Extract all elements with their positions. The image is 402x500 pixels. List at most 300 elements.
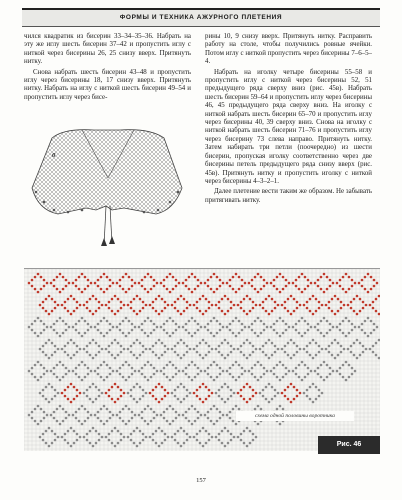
bead	[307, 285, 310, 288]
bead	[158, 445, 161, 448]
bead	[254, 408, 257, 411]
bead	[174, 433, 177, 436]
bead	[270, 370, 273, 373]
bead	[31, 417, 34, 420]
bead	[89, 342, 92, 345]
bead	[76, 307, 79, 310]
bead	[373, 279, 376, 282]
bead	[136, 295, 139, 298]
bead	[86, 351, 89, 354]
bead	[196, 439, 199, 442]
bead	[279, 291, 282, 294]
bead	[76, 301, 79, 304]
bead	[54, 301, 57, 304]
bead	[229, 411, 232, 414]
bead	[318, 307, 321, 310]
bead	[167, 392, 170, 395]
bead	[375, 354, 378, 357]
bead	[45, 298, 48, 301]
bead	[246, 383, 249, 386]
bead	[251, 323, 254, 326]
bead	[169, 379, 172, 382]
bead	[216, 288, 219, 291]
bead	[252, 301, 255, 304]
bead	[281, 392, 284, 395]
bead	[180, 383, 183, 386]
bead	[54, 439, 57, 442]
bead	[31, 323, 34, 326]
bead	[188, 276, 191, 279]
bead	[139, 310, 142, 313]
bead	[54, 389, 57, 392]
bead	[240, 439, 243, 442]
bead	[345, 361, 348, 364]
bead	[51, 430, 54, 433]
right-column	[205, 33, 372, 207]
bead	[84, 332, 87, 335]
bead	[199, 442, 202, 445]
bead	[303, 392, 306, 395]
bead	[152, 351, 155, 354]
bead	[136, 401, 139, 404]
bead	[248, 370, 251, 373]
bead	[68, 282, 71, 285]
bead	[266, 282, 269, 285]
bead	[122, 376, 125, 379]
bead	[350, 307, 353, 310]
bead	[59, 379, 62, 382]
bead	[105, 304, 108, 307]
bead	[56, 376, 59, 379]
bead	[281, 348, 284, 351]
bead	[268, 357, 271, 360]
bead	[125, 291, 128, 294]
bead	[309, 354, 312, 357]
bead	[235, 273, 238, 276]
bead	[108, 351, 111, 354]
bead	[370, 276, 373, 279]
bead	[312, 339, 315, 342]
bead	[90, 326, 93, 329]
bead	[103, 405, 106, 408]
bead	[65, 373, 68, 376]
bead	[149, 304, 152, 307]
bead	[230, 395, 233, 398]
bead	[298, 376, 301, 379]
bead	[340, 301, 343, 304]
bead	[108, 433, 111, 436]
bead	[219, 367, 222, 370]
bead	[205, 354, 208, 357]
bead	[347, 304, 350, 307]
bead	[361, 279, 364, 282]
bead	[34, 408, 37, 411]
bead	[304, 320, 307, 323]
bead	[257, 291, 260, 294]
bead	[94, 282, 97, 285]
bead	[119, 329, 122, 332]
bead	[139, 398, 142, 401]
bead	[354, 370, 357, 373]
bead	[120, 307, 123, 310]
bead	[167, 304, 170, 307]
bead	[227, 386, 230, 389]
bead	[362, 307, 365, 310]
bead	[42, 433, 45, 436]
bead	[235, 423, 238, 426]
bead	[350, 301, 353, 304]
bead	[158, 339, 161, 342]
bead	[89, 386, 92, 389]
bead	[194, 408, 197, 411]
bead	[317, 279, 320, 282]
bead	[169, 361, 172, 364]
bead	[266, 370, 269, 373]
paragraph: Снова набрать шесть бисерин 43–48 и пропустить иглу через бисерины 18, 17 снизу вверх. Притянуть нитку. Набрать на иглу с ниткой шесть бисерин 49–54 и пропустить иглу через бисе-	[24, 68, 191, 101]
bead	[301, 317, 304, 320]
bead	[120, 345, 123, 348]
bead	[301, 335, 304, 338]
bead	[295, 279, 298, 282]
bead	[73, 298, 76, 301]
bead	[186, 351, 189, 354]
bead	[215, 436, 218, 439]
bead	[263, 373, 266, 376]
bead	[318, 389, 321, 392]
bead	[260, 408, 263, 411]
bead	[76, 345, 79, 348]
bead	[334, 339, 337, 342]
bead	[262, 395, 265, 398]
bead	[216, 364, 219, 367]
bead	[40, 376, 43, 379]
bead	[235, 405, 238, 408]
bead	[287, 298, 290, 301]
bead	[153, 323, 156, 326]
bead	[315, 310, 318, 313]
bead	[174, 439, 177, 442]
bead	[251, 279, 254, 282]
bead	[276, 364, 279, 367]
bead	[51, 398, 54, 401]
bead	[296, 301, 299, 304]
bead	[89, 354, 92, 357]
bead	[191, 405, 194, 408]
bead	[119, 285, 122, 288]
bead	[186, 345, 189, 348]
bead	[241, 323, 244, 326]
bead	[254, 276, 257, 279]
bead	[119, 279, 122, 282]
bead	[241, 285, 244, 288]
bead	[39, 304, 42, 307]
bead	[37, 361, 40, 364]
bead	[204, 414, 207, 417]
bead	[290, 401, 293, 404]
bead	[155, 442, 158, 445]
bead	[251, 285, 254, 288]
bead	[237, 304, 240, 307]
bead	[218, 395, 221, 398]
bead	[134, 414, 137, 417]
bead	[130, 389, 133, 392]
bead	[43, 279, 46, 282]
bead	[185, 417, 188, 420]
bead	[175, 373, 178, 376]
bead	[266, 326, 269, 329]
bead	[364, 320, 367, 323]
bead	[232, 420, 235, 423]
bead	[205, 398, 208, 401]
bead	[252, 389, 255, 392]
bead	[138, 414, 141, 417]
bead	[81, 405, 84, 408]
bead	[329, 279, 332, 282]
bead	[43, 329, 46, 332]
bead	[196, 389, 199, 392]
bead	[139, 354, 142, 357]
bead	[186, 389, 189, 392]
bead	[241, 279, 244, 282]
bead	[166, 376, 169, 379]
bead	[224, 383, 227, 386]
bead	[243, 298, 246, 301]
page-number: 157	[196, 477, 206, 484]
bead	[108, 389, 111, 392]
bead	[142, 301, 145, 304]
bead	[53, 367, 56, 370]
bead	[193, 392, 196, 395]
bead	[279, 379, 282, 382]
bead	[315, 386, 318, 389]
bead	[131, 329, 134, 332]
bead	[353, 354, 356, 357]
bead	[65, 285, 68, 288]
bead	[185, 373, 188, 376]
bead	[208, 389, 211, 392]
bead	[43, 373, 46, 376]
bead	[208, 439, 211, 442]
bead	[197, 279, 200, 282]
bead	[103, 273, 106, 276]
bead	[62, 376, 65, 379]
bead	[194, 376, 197, 379]
bead	[175, 367, 178, 370]
bead	[97, 411, 100, 414]
bead	[318, 351, 321, 354]
bead	[62, 332, 65, 335]
bead	[262, 351, 265, 354]
bead	[219, 285, 222, 288]
bead	[46, 326, 49, 329]
bead	[31, 279, 34, 282]
bead	[42, 351, 45, 354]
bead	[340, 307, 343, 310]
bead	[334, 357, 337, 360]
bead	[111, 342, 114, 345]
bead	[94, 326, 97, 329]
bead	[227, 442, 230, 445]
bead	[172, 408, 175, 411]
bead	[189, 436, 192, 439]
bead	[325, 348, 328, 351]
bead	[284, 395, 287, 398]
bead	[84, 320, 87, 323]
bead	[95, 310, 98, 313]
bead	[84, 420, 87, 423]
bead	[285, 279, 288, 282]
bead	[243, 430, 246, 433]
bead	[161, 430, 164, 433]
bead	[62, 288, 65, 291]
bead	[53, 417, 56, 420]
bead	[216, 408, 219, 411]
bead	[127, 348, 130, 351]
bead	[144, 288, 147, 291]
bead	[163, 373, 166, 376]
bead	[134, 282, 137, 285]
bead	[326, 320, 329, 323]
bead	[109, 367, 112, 370]
bead	[298, 364, 301, 367]
bead	[199, 398, 202, 401]
bead	[150, 364, 153, 367]
bead	[312, 313, 315, 316]
bead	[232, 332, 235, 335]
bead	[81, 317, 84, 320]
bead	[255, 392, 258, 395]
bead	[53, 373, 56, 376]
bead	[76, 395, 79, 398]
bead	[152, 301, 155, 304]
bead	[61, 348, 64, 351]
bead	[171, 304, 174, 307]
bead	[249, 398, 252, 401]
bead	[119, 411, 122, 414]
bead	[257, 423, 260, 426]
bead	[241, 367, 244, 370]
bead	[342, 288, 345, 291]
bead	[351, 285, 354, 288]
bead	[163, 411, 166, 414]
bead	[75, 411, 78, 414]
bead	[271, 298, 274, 301]
bead	[106, 420, 109, 423]
bead	[282, 320, 285, 323]
bead	[205, 442, 208, 445]
bead	[180, 401, 183, 404]
bead	[42, 395, 45, 398]
bead	[87, 285, 90, 288]
bead	[219, 411, 222, 414]
bead	[362, 301, 365, 304]
bead	[114, 401, 117, 404]
bead	[45, 354, 48, 357]
bead	[86, 395, 89, 398]
bead	[222, 414, 225, 417]
bead	[64, 389, 67, 392]
bead	[221, 398, 224, 401]
bead	[136, 427, 139, 430]
bead	[97, 417, 100, 420]
bead	[328, 307, 331, 310]
bead	[268, 383, 271, 386]
bead	[72, 370, 75, 373]
bead	[367, 291, 370, 294]
bead	[268, 313, 271, 316]
bead	[109, 417, 112, 420]
bead	[306, 389, 309, 392]
bead	[94, 414, 97, 417]
bead	[50, 370, 53, 373]
bead	[197, 411, 200, 414]
bead	[318, 345, 321, 348]
bead	[189, 348, 192, 351]
bead	[229, 285, 232, 288]
bead	[108, 345, 111, 348]
bead	[307, 367, 310, 370]
bead	[106, 332, 109, 335]
bead	[279, 335, 282, 338]
bead	[100, 288, 103, 291]
bead	[367, 317, 370, 320]
bead	[193, 304, 196, 307]
bead	[106, 408, 109, 411]
bead	[163, 417, 166, 420]
bead	[51, 386, 54, 389]
bead	[128, 420, 131, 423]
bead	[188, 376, 191, 379]
bead	[97, 279, 100, 282]
bead	[222, 326, 225, 329]
bead	[34, 376, 37, 379]
bead	[370, 320, 373, 323]
bead	[326, 288, 329, 291]
bead	[106, 288, 109, 291]
bead	[51, 298, 54, 301]
bead	[76, 389, 79, 392]
bead	[215, 392, 218, 395]
bead	[351, 373, 354, 376]
bead	[61, 392, 64, 395]
bead	[78, 320, 81, 323]
bead	[241, 329, 244, 332]
bead	[62, 364, 65, 367]
bead	[218, 351, 221, 354]
bead	[199, 430, 202, 433]
bead	[273, 367, 276, 370]
paragraph: чился квадратик из бисерин 33–34–35–36. Набрать на эту же иглу шесть бисерин 37–42 и пропустить иглу с ниткой через бисерины 26, 25 снизу вверх. Притянуть нитку.	[24, 33, 191, 66]
bead	[128, 320, 131, 323]
bead	[97, 329, 100, 332]
bead	[79, 436, 82, 439]
bead	[367, 335, 370, 338]
bead	[328, 301, 331, 304]
bead	[98, 439, 101, 442]
bead	[92, 445, 95, 448]
bead	[281, 304, 284, 307]
bead	[219, 417, 222, 420]
bead	[196, 301, 199, 304]
bead	[183, 354, 186, 357]
bead	[213, 335, 216, 338]
bead	[310, 282, 313, 285]
bead	[359, 310, 362, 313]
bead	[189, 392, 192, 395]
bead	[138, 282, 141, 285]
bead	[336, 326, 339, 329]
bead	[259, 348, 262, 351]
